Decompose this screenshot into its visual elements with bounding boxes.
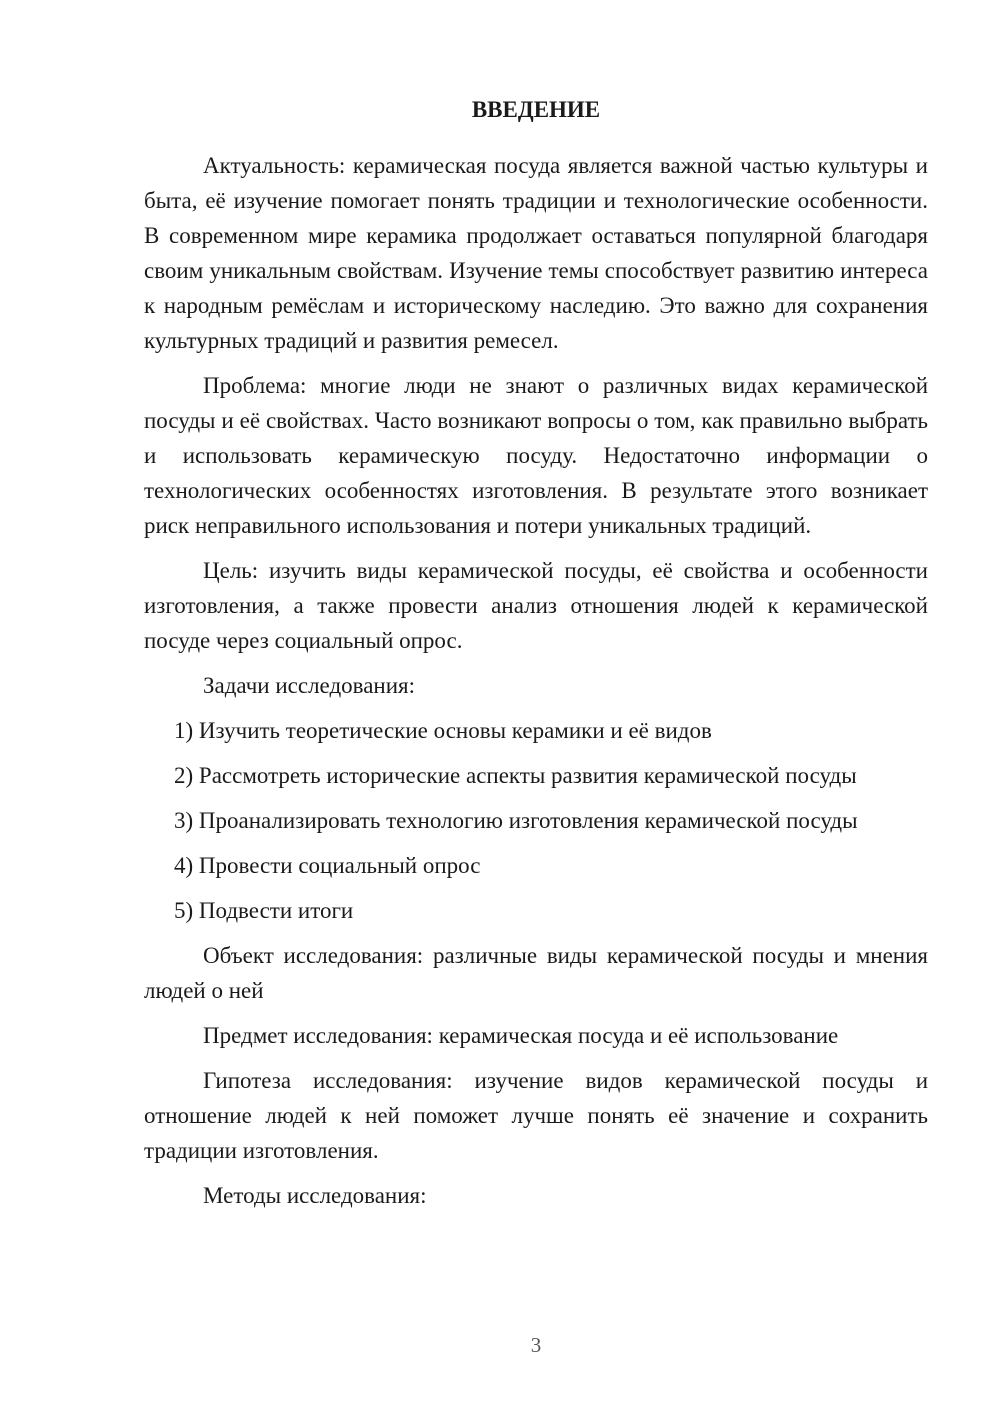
hypothesis-paragraph: Гипотеза исследования: изучение видов керамической посуды и отношение людей к ней поможет лучше понять её значение и сохранить традиции изготовления.: [144, 1068, 928, 1163]
task-item: 3) Проанализировать технологию изготовления керамической посуды: [174, 808, 858, 833]
page-number: 3: [530, 1333, 542, 1357]
tasks-heading: Задачи исследования:: [203, 673, 416, 698]
page-content: [144, 92, 928, 1223]
relevance-paragraph: Актуальность: керамическая посуда является важной частью культуры и быта, её изучение помогает понять традиции и технологические особенности. В современном мире керамика продолжает оставаться популярной благодаря своим уникальным свойствам. Изучение темы способствует развитию интереса к народным ремёслам и историческому наследию. Это важно для сохранения культурных традиций и развития ремесел.: [144, 153, 928, 353]
goal-paragraph: Цель: изучить виды керамической посуды, её свойства и особенности изготовления, а также провести анализ отношения людей к керамической посуде через социальный опрос.: [144, 558, 928, 653]
tasks-list: [144, 713, 928, 928]
task-item: 1) Изучить теоретические основы керамики и её видов: [174, 718, 712, 743]
object-paragraph: Объект исследования: различные виды керамической посуды и мнения людей о ней: [144, 943, 928, 1003]
task-item: 5) Подвести итоги: [174, 898, 354, 923]
subject-paragraph: Предмет исследования: керамическая посуда и её использование: [203, 1023, 839, 1048]
section-heading: ВВЕДЕНИЕ: [471, 97, 601, 122]
task-item: 4) Провести социальный опрос: [174, 853, 481, 878]
task-item: 2) Рассмотреть исторические аспекты развития керамической посуды: [174, 763, 857, 788]
problem-paragraph: Проблема: многие люди не знают о различных видах керамической посуды и её свойствах. Часто возникают вопросы о том, как правильно выбрать и использовать керамическую посуду. Недостаточно информации о технологических особенностях изготовления. В результате этого возникает риск неправильного использования и потери уникальных традиций.: [144, 373, 928, 538]
methods-heading: Методы исследования:: [203, 1183, 427, 1208]
